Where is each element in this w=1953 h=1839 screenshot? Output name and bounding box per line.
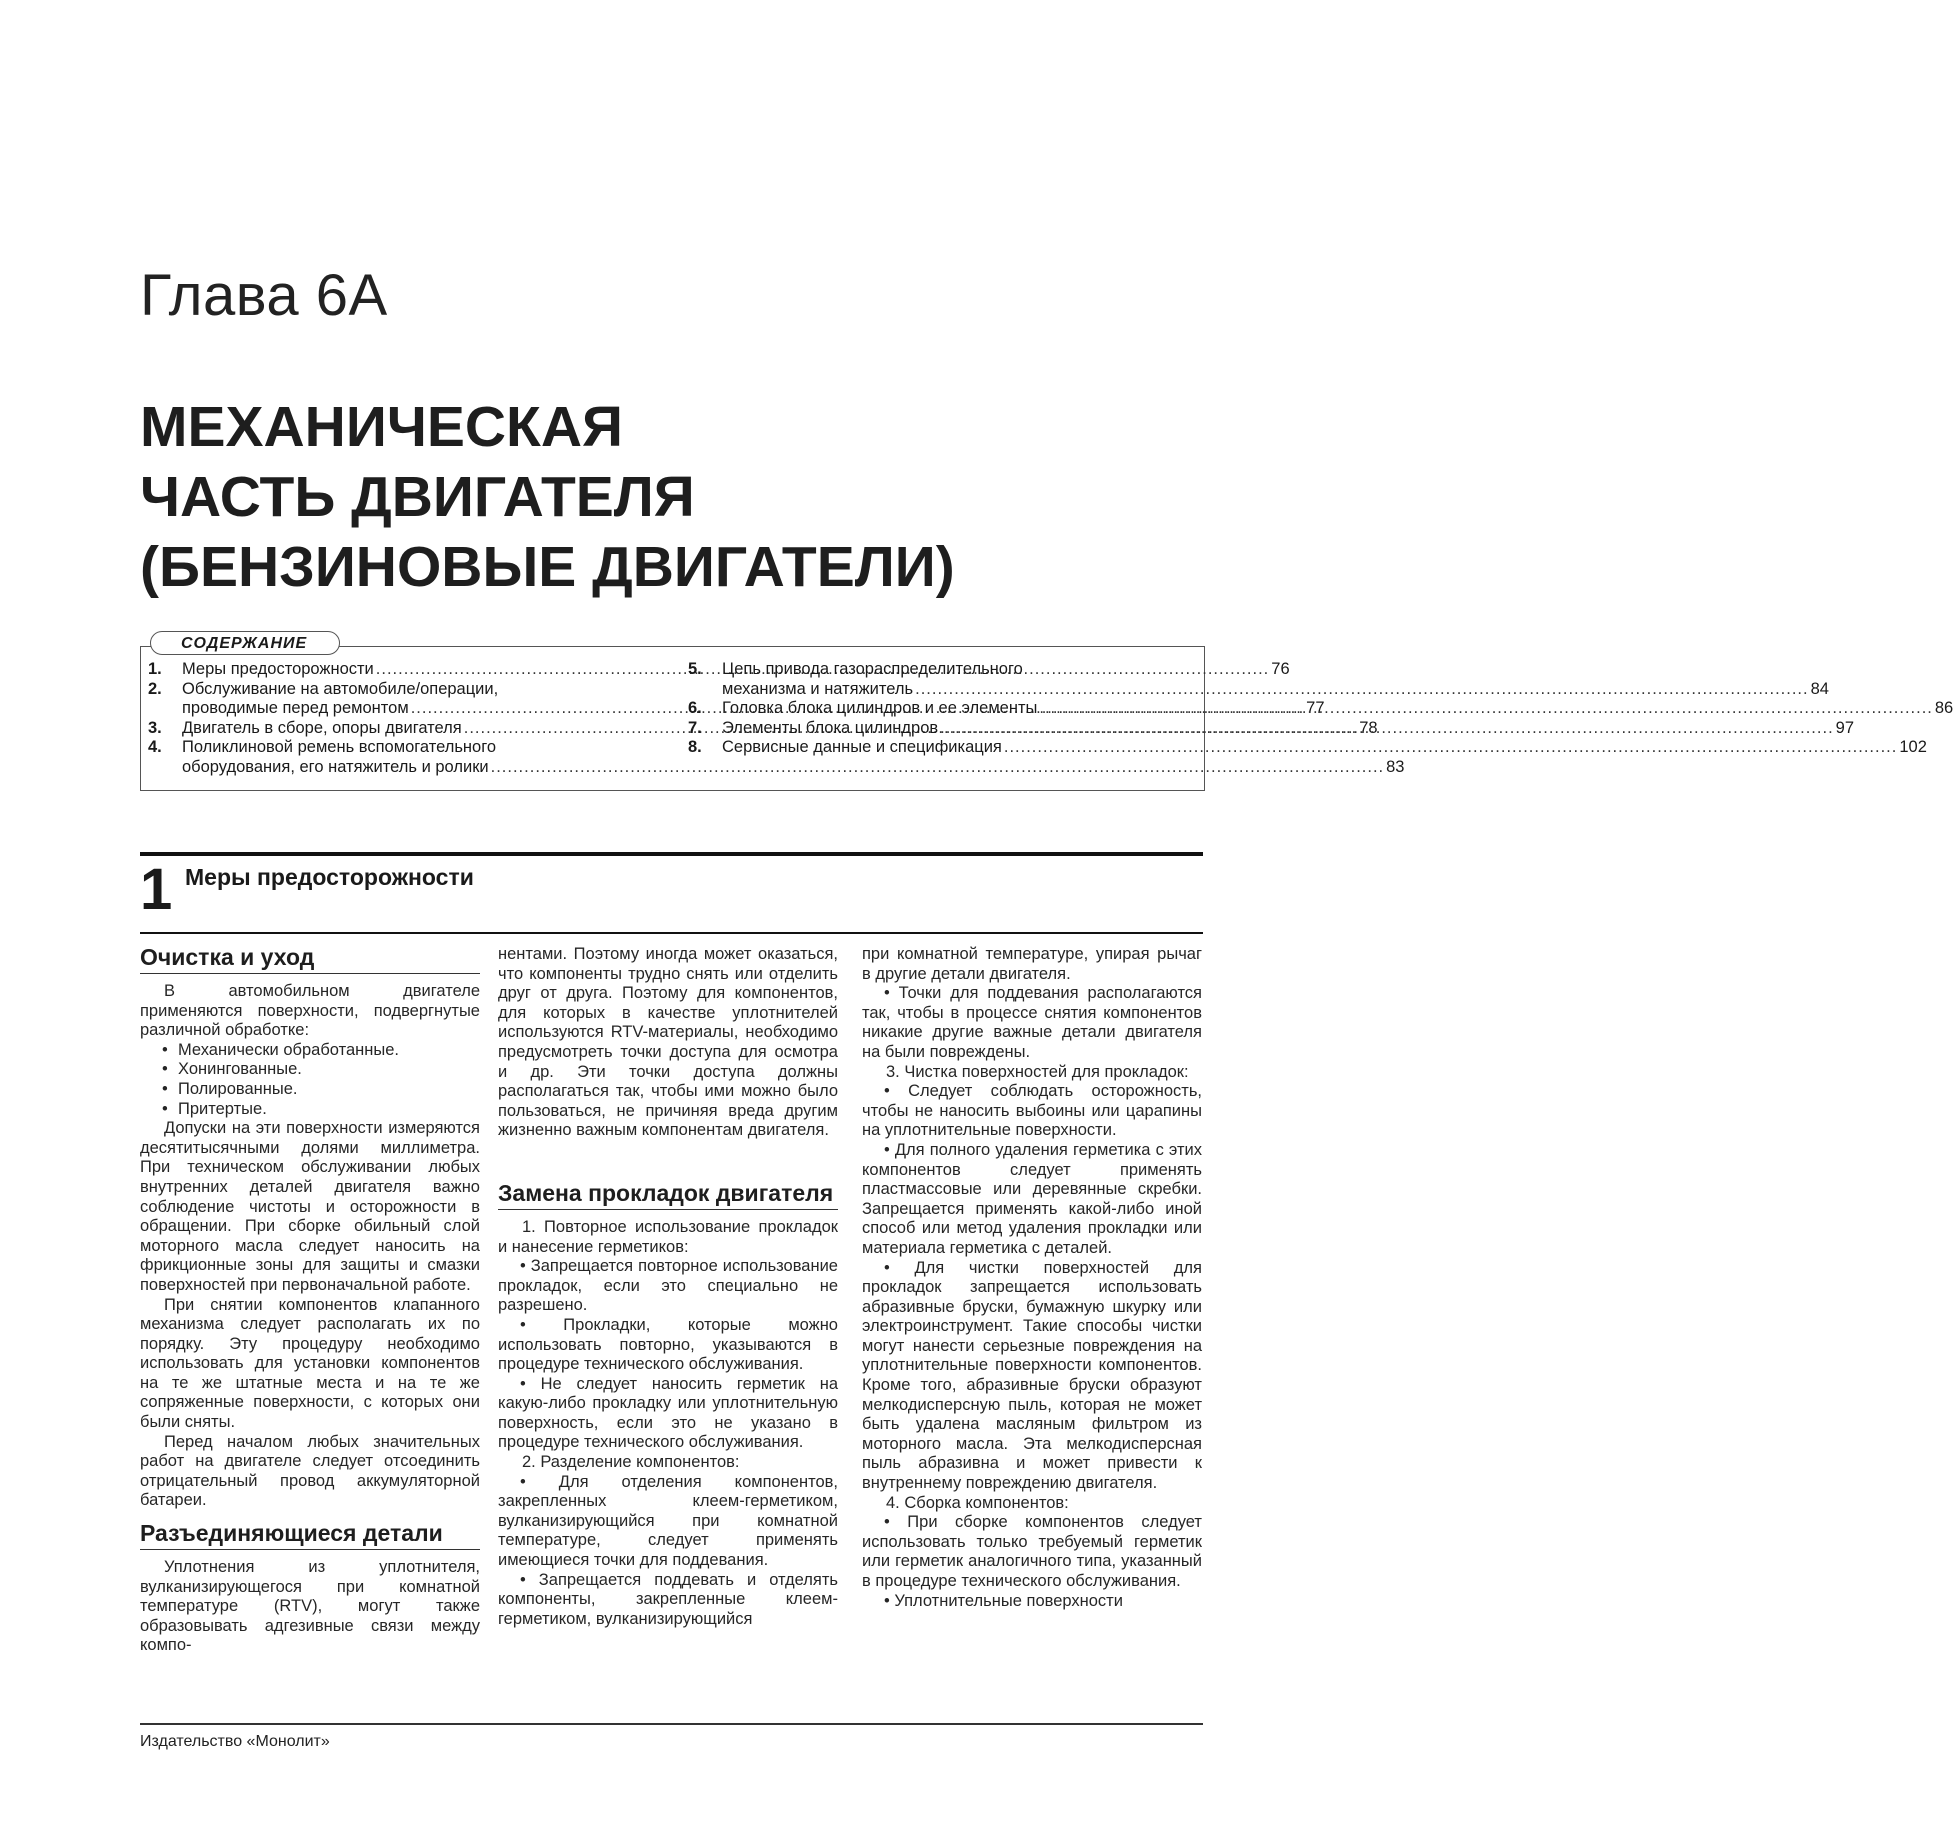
toc-item-title: Сервисные данные и спецификация: [722, 738, 1002, 756]
toc-item-page: 76: [1271, 660, 1290, 678]
paragraph: нентами. Поэтому иногда может оказаться, что компоненты трудно снять или отделить друг от друга. Поэтому для компонентов, для которых в качестве уплотнителей используются RTV-материалы, необходимо предусмотреть точки доступа для осмотра и др. Эти точки доступа должны располагаться так, чтобы ими можно было пользоваться, не причиняя вреда другим жизненно важным компонентам двигателя.: [498, 945, 838, 1140]
list-item: • Механически обработанные.: [162, 1041, 480, 1061]
toc-item-title: Поликлиновой ремень вспомогательного: [182, 738, 497, 756]
paragraph: • Запрещается повторное использование прокладок, если это специально не разрешено.: [498, 1257, 838, 1315]
paragraph: • Для отделения компонентов, закрепленных клеем-герметиком, вулканизирующийся при комнатной температуре, следует применять имеющиеся точки для поддевания.: [498, 1472, 838, 1570]
toc-item-number: 8.: [688, 738, 702, 756]
section-title: Меры предосторожности: [185, 864, 474, 890]
toc-item-title: Цепь привода газораспределительного: [722, 660, 1023, 678]
text-column-3: [862, 945, 1202, 1611]
toc-item-page: 77: [1306, 699, 1325, 717]
toc-item-page: 102: [1899, 738, 1927, 756]
section-divider-bottom: [140, 932, 1203, 934]
toc-item-number: 6.: [688, 699, 702, 717]
toc-heading: СОДЕРЖАНИЕ: [150, 631, 340, 655]
toc-item-number: 7.: [688, 718, 702, 737]
publisher-footer: Издательство «Монолит»: [140, 1733, 330, 1750]
subsection-heading: Замена прокладок двигателя: [498, 1181, 838, 1210]
toc-item-page: 84: [1810, 679, 1829, 698]
toc-item-title: Двигатель в сборе, опоры двигателя: [182, 718, 462, 737]
paragraph: при комнатной температуре, упирая рычаг в другие детали двигателя.: [862, 945, 1202, 983]
toc-item-title: механизма и натяжитель: [722, 679, 914, 698]
section-divider: [140, 852, 1203, 856]
toc-item-number: 3.: [148, 718, 162, 737]
paragraph: Перед началом любых значительных работ на двигателе следует отсоединить отрицательный провод аккумуляторной батареи.: [140, 1432, 480, 1510]
section-number: 1: [140, 857, 173, 922]
list-item: • Хонингованные.: [162, 1060, 480, 1080]
numbered-heading: 4. Сборка компонентов:: [886, 1493, 1069, 1512]
paragraph: • Не следует наносить герметик на какую-либо прокладку или уплотнительную поверхность, если это не указано в процедуре технического обслуживания.: [498, 1374, 838, 1452]
chapter-title-line: МЕХАНИЧЕСКАЯ: [140, 395, 623, 459]
toc-item-page: 97: [1835, 718, 1855, 737]
chapter-title: [140, 392, 1140, 602]
toc-item-number: 4.: [148, 738, 162, 756]
toc-item-number: 2.: [148, 679, 162, 698]
list-item: • Полированные.: [162, 1080, 480, 1100]
text-column-2: [498, 945, 838, 1629]
paragraph: • Точки для поддевания располагаются так, чтобы в процессе снятия компонентов никакие другие важные детали двигателя на были повреждены.: [862, 984, 1202, 1061]
paragraph: • При сборке компонентов следует использовать только требуемый герметик или герметик аналогичного типа, указанный в процедуре технического обслуживания.: [862, 1513, 1202, 1590]
toc-item[interactable]: [688, 738, 1927, 758]
toc-item-title: проводимые перед ремонтом: [182, 699, 409, 717]
toc-item-title: Меры предосторожности: [182, 660, 374, 678]
paragraph: • Запрещается поддевать и отделять компоненты, закрепленные клеем-герметиком, вулканизирующийся: [498, 1570, 838, 1628]
toc-item-title: оборудования, его натяжитель и ролики: [182, 757, 489, 776]
paragraph: • Уплотнительные поверхности: [884, 1591, 1123, 1610]
numbered-heading: 2. Разделение компонентов:: [522, 1453, 740, 1472]
list-item: • Притертые.: [162, 1100, 480, 1120]
toc-item-number: 1.: [148, 660, 162, 678]
chapter-title-line: ЧАСТЬ ДВИГАТЕЛЯ: [140, 465, 695, 529]
toc-item-title: Обслуживание на автомобиле/операции,: [182, 679, 499, 698]
footer-divider: [140, 1723, 1203, 1725]
paragraph: • Прокладки, которые можно использовать повторно, указываются в процедуре технического обслуживания.: [498, 1315, 838, 1374]
paragraph: • Для чистки поверхностей для прокладок запрещается использовать абразивные бруски, бумажную шкурку или электроинструмент. Такие способы чистки могут нанести серьезные повреждения на уплотнительные поверхности компонентов. Кроме того, абразивные бруски образуют мелкодисперсную пыль, которая не может быть удалена масляным фильтром из моторного масла. Эта мелкодисперсная пыль абразивна и может привести к внутреннему повреждению двигателя.: [862, 1258, 1202, 1493]
paragraph: При снятии компонентов клапанного механизма следует располагать их по порядку. Эту процедуру необходимо использовать для установки компонентов на те же штатные места и на те же сопряженные поверхности, с которых они были сняты.: [140, 1295, 480, 1432]
paragraph: Уплотнения из уплотнителя, вулканизирующегося при комнатной температуре (RTV), могут также образовывать адгезивные связи между компо-: [140, 1558, 480, 1655]
subsection-heading: Очистка и уход: [140, 945, 480, 974]
paragraph: • Для полного удаления герметика с этих компонентов следует применять пластмассовые или деревянные скребки. Запрещается применять какой-либо иной способ или метод удаления прокладки или материала герметика с деталей.: [862, 1140, 1202, 1257]
subsection-heading: Разъединяющиеся детали: [140, 1521, 480, 1550]
toc-item-page: 78: [1359, 718, 1378, 737]
text-column-1: [140, 945, 480, 1656]
numbered-heading: 3. Чистка поверхностей для прокладок:: [886, 1062, 1189, 1081]
toc-item-title: Элементы блока цилиндров: [722, 718, 939, 737]
chapter-label: Глава 6А: [140, 263, 388, 328]
toc-item-page: 86: [1934, 699, 1953, 717]
chapter-title-line: (БЕНЗИНОВЫЕ ДВИГАТЕЛИ): [140, 535, 955, 599]
toc-item-number: 5.: [688, 660, 702, 678]
paragraph: Допуски на эти поверхности измеряются десятитысячными долями миллиметра. При техническом обслуживании любых внутренних деталей двигателя важно соблюдение чистоты и осторожности в обращении. При сборке обильный слой моторного масла следует наносить на фрикционные зоны для защиты и смазки поверхностей при первоначальной работе.: [140, 1119, 480, 1294]
paragraph: В автомобильном двигателе применяются поверхности, подвергнутые различной обработке:: [140, 982, 480, 1040]
numbered-heading: 1. Повторное использование прокладок и нанесение герметиков:: [498, 1217, 838, 1256]
surface-list: [140, 1041, 480, 1119]
toc-item-title: Головка блока цилиндров и ее элементы: [722, 699, 1038, 717]
toc-item-page: 83: [1386, 757, 1405, 776]
paragraph: • Следует соблюдать осторожность, чтобы не наносить выбоины или царапины на уплотнительные поверхности.: [862, 1082, 1202, 1140]
